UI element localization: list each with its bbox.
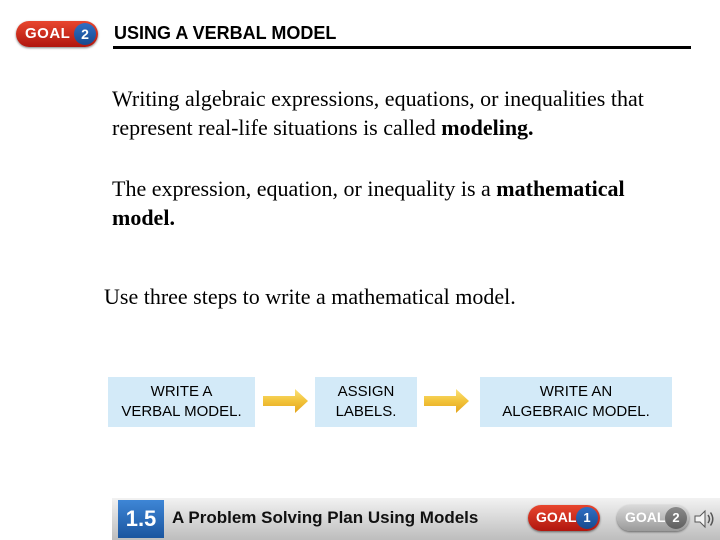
step-1-line-2: VERBAL MODEL. — [121, 403, 242, 420]
goal-label: GOAL — [25, 25, 71, 42]
paragraph-math-model — [112, 174, 672, 232]
right-arrow-icon — [263, 388, 309, 414]
paragraph-three-steps: Use three steps to write a mathematical model. — [104, 284, 516, 309]
section-title: A Problem Solving Plan Using Models — [172, 508, 479, 527]
step-write-algebraic-model — [480, 377, 672, 427]
title-underline — [113, 46, 691, 49]
paragraph-modeling-text: Writing algebraic expressions, equations, or inequalities that represent real-life situations is called — [112, 86, 644, 140]
goal-2-button[interactable] — [617, 505, 689, 531]
term-modeling: modeling. — [441, 115, 534, 140]
speaker-icon[interactable] — [692, 507, 716, 531]
paragraph-modeling — [112, 84, 682, 142]
section-number: 1.5 — [118, 500, 164, 538]
step-assign-labels — [315, 377, 417, 427]
right-arrow-icon — [424, 388, 470, 414]
goal-1-button[interactable] — [528, 505, 600, 531]
term-math-model: mathematical model. — [112, 176, 625, 230]
step-2-line-1: ASSIGN — [337, 383, 395, 400]
step-3-line-2: ALGEBRAIC MODEL. — [502, 403, 650, 420]
goal-1-number: 1 — [576, 507, 598, 529]
step-1-line-1: WRITE A — [150, 383, 213, 400]
goal-1-label: GOAL — [536, 509, 577, 525]
paragraph-math-model-text: The expression, equation, or inequality is a — [112, 176, 497, 201]
step-2-line-2: LABELS. — [335, 403, 397, 420]
goal-number: 2 — [74, 23, 96, 45]
step-write-verbal-model — [108, 377, 255, 427]
goal-2-label: GOAL — [625, 509, 666, 525]
goal-badge — [16, 21, 98, 47]
page-title: USING A VERBAL MODEL — [114, 23, 337, 43]
goal-2-number: 2 — [665, 507, 687, 529]
step-3-line-1: WRITE AN — [539, 383, 613, 400]
